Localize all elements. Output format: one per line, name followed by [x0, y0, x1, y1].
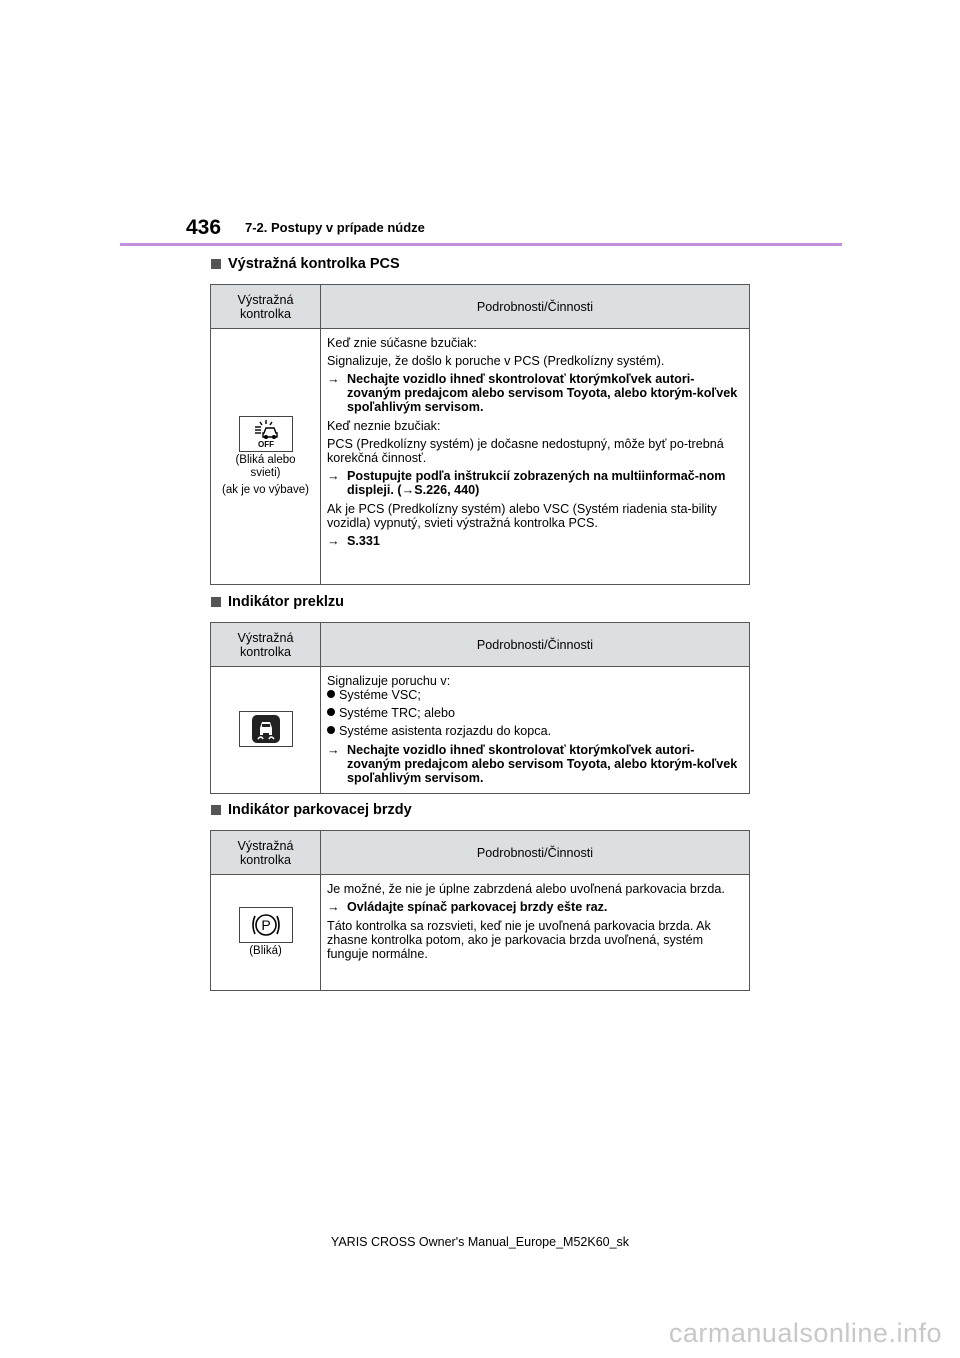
square-bullet-icon: [211, 805, 221, 815]
page-reference-link[interactable]: S.226, 440): [414, 483, 480, 497]
icon-caption-if-equipped: (ak je vo výbave): [222, 484, 309, 496]
header-divider: [120, 243, 842, 246]
icon-caption-blinks-or-lit: (Bliká alebo svieti): [235, 454, 296, 479]
list-item: Systéme asistenta rozjazdu do kopca.: [327, 724, 743, 738]
section-heading-text: Indikátor parkovacej brzdy: [228, 802, 412, 818]
section-heading-parking-brake: [211, 802, 412, 818]
pcs-table: [210, 284, 750, 585]
chapter-title: 7-2. Postupy v prípade núdze: [245, 220, 425, 235]
arrow-icon: →: [327, 534, 340, 548]
icon-cell: [211, 329, 321, 585]
column-header-indicator: Výstražná kontrolka: [211, 831, 321, 875]
column-header-indicator: Výstražná kontrolka: [211, 285, 321, 329]
detail-text: Signalizuje, že došlo k poruche v PCS (Predkolízny systém).: [327, 354, 665, 368]
list-item: Systéme TRC; alebo: [327, 706, 743, 720]
action-text: Nechajte vozidlo ihneď skontrolovať ktorýmkoľvek autori-zovaným predajcom alebo servisom Toyota, alebo ktorým-koľvek spoľahlivým servisom.: [347, 372, 738, 414]
bullet-icon: [327, 690, 335, 698]
column-header-details: Podrobnosti/Činnosti: [321, 285, 750, 329]
detail-text: PCS (Predkolízny systém) je dočasne nedostupný, môže byť po-trebná korekčná činnosť.: [327, 437, 724, 465]
action-line: [327, 372, 743, 414]
icon-caption-blinks: (Bliká): [249, 945, 282, 957]
page-reference-link[interactable]: S.331: [347, 534, 380, 548]
icon-cell: [211, 667, 321, 794]
bullet-icon: [327, 726, 335, 734]
action-line: [327, 534, 743, 548]
slip-table: [210, 622, 750, 794]
arrow-icon: →: [327, 743, 340, 757]
square-bullet-icon: [211, 597, 221, 607]
parking-brake-icon: [239, 907, 293, 943]
arrow-icon: →: [327, 372, 340, 386]
section-heading-slip: [211, 594, 344, 610]
page-number: 436: [186, 216, 222, 239]
detail-cell: [321, 329, 750, 585]
arrow-icon: →: [401, 483, 415, 497]
section-heading-text: Výstražná kontrolka PCS: [228, 256, 400, 272]
square-bullet-icon: [211, 259, 221, 269]
detail-text: Táto kontrolka sa rozsvieti, keď nie je uvoľnená parkovacia brzda. Ak zhasne kontrolka potom, ako je parkovacia brzda uvoľnená, systém funguje normálne.: [327, 919, 711, 961]
list-item: Systéme VSC;: [327, 688, 743, 702]
action-line: [327, 469, 743, 497]
detail-text: Signalizuje poruchu v:: [327, 674, 451, 688]
svg-text:OFF: OFF: [257, 440, 274, 449]
arrow-icon: →: [327, 469, 340, 483]
action-text: Nechajte vozidlo ihneď skontrolovať ktorýmkoľvek autori-zovaným predajcom alebo servisom Toyota, alebo ktorým-koľvek spoľahlivým servisom.: [347, 743, 738, 785]
parking-brake-table: [210, 830, 750, 991]
watermark: carmanualsonline.info: [668, 1318, 942, 1348]
bullet-icon: [327, 708, 335, 716]
detail-text: Keď znie súčasne bzučiak:: [327, 336, 477, 350]
column-header-indicator: Výstražná kontrolka: [211, 623, 321, 667]
column-header-details: Podrobnosti/Činnosti: [321, 831, 750, 875]
detail-text: Ak je PCS (Predkolízny systém) alebo VSC (Systém riadenia sta-bility vozidla) vypnutý, svieti výstražná kontrolka PCS.: [327, 502, 717, 530]
detail-text: Keď neznie bzučiak:: [327, 419, 441, 433]
section-heading-pcs: [211, 256, 400, 272]
svg-text:P: P: [260, 917, 271, 933]
slip-indicator-icon: [239, 711, 293, 747]
action-line: [327, 743, 743, 785]
detail-text: Je možné, že nie je úplne zabrzdená alebo uvoľnená parkovacia brzda.: [327, 882, 725, 896]
pcs-off-icon: [239, 416, 293, 452]
icon-cell: [211, 875, 321, 991]
action-text: Ovládajte spínač parkovacej brzdy ešte raz.: [347, 900, 608, 914]
action-text: Postupujte podľa inštrukcií zobrazených na multiinformač-nom displeji. (: [347, 469, 726, 497]
action-line: [327, 900, 743, 914]
column-header-details: Podrobnosti/Činnosti: [321, 623, 750, 667]
section-heading-text: Indikátor preklzu: [228, 594, 345, 610]
arrow-icon: →: [327, 900, 340, 914]
footer-manual-title: YARIS CROSS Owner's Manual_Europe_M52K60_sk: [330, 1235, 630, 1249]
detail-cell: [321, 667, 750, 794]
detail-cell: [321, 875, 750, 991]
